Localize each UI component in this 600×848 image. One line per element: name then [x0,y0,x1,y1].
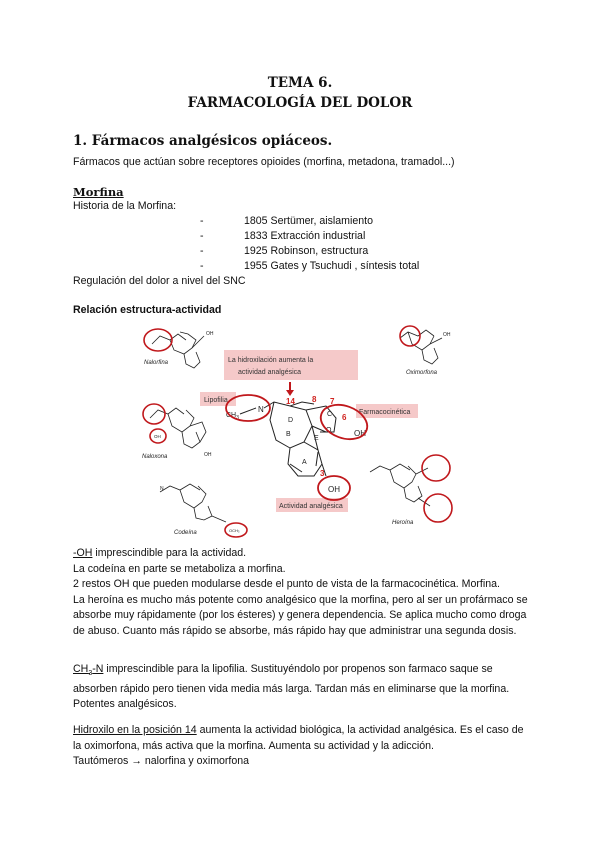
oh-line4: La heroína es mucho más potente como analgésico que la morfina, pero al ser un profármaco se absorbe muy rápidamente (por los ésteres) y genera dependencia. Se aplica mucho como droga de abuso. Cuanto más rápido se absorbe, más rápido hay que administrar una segunda dosis. [73,593,528,637]
oh-paragraph [73,546,533,640]
codeina-och3: OCH₃ [229,528,240,533]
section-intro: Fármacos que actúan sobre receptores opioides (morfina, metadona, tramadol...) [73,156,455,168]
ring-b: B [286,431,291,438]
hydroxy-text: aumenta la actividad biológica, la actividad analgésica. Es el caso de la oximorfona, más activa que la morfina. Aumenta su actividad y la adicción. [73,724,524,752]
ch3n-term: $CH_3-N$ [73,663,104,678]
history-dash: - [200,260,204,272]
naloxona-oh: OH [154,434,161,439]
history-item: 1805 Sertümer, aislamiento [244,215,373,227]
heroina-label: Heroína [392,520,414,526]
oh-line2: La codeína en parte se metaboliza a morfina. [73,562,286,575]
nalorfina-label: Nalorfina [144,360,169,366]
ring-o: O [326,427,332,434]
oximorfona-structure [400,330,442,364]
naloxona-oh-b: OH [204,452,212,458]
hydroxy-term: Hidroxilo en la posición 14 [73,724,197,736]
position-6: 6 [342,413,347,422]
oximorfona-oh: OH [443,332,451,338]
history-item: 1833 Extracción industrial [244,230,366,242]
heroina-structure [370,464,430,506]
heroina-circle-bottom [424,494,452,522]
history-item: 1955 Gates y Tsuchudi , síntesis total [244,260,420,272]
ring-e: E [314,435,319,442]
hydroxy-paragraph [73,723,533,770]
codeina-label: Codeína [174,530,197,536]
ring-c: C [327,411,333,418]
nalorfina-oh: OH [206,331,214,337]
oh-line3: 2 restos OH que pueden modularse desde el punto de vista de la farmacocinética. Morfina. [73,578,500,591]
naloxona-label: Naloxona [142,454,168,460]
history-dash: - [200,245,204,257]
naloxona-structure [150,408,206,448]
oh-position-3: OH [328,485,340,494]
regulation-text: Regulación del dolor a nivel del SNC [73,275,246,287]
codeina-n: N [160,486,164,492]
oh-term: -OH [73,547,93,559]
structure-activity-diagram [130,322,470,536]
history-dash: - [200,230,204,242]
history-item: 1925 Robinson, estructura [244,245,369,257]
doc-title-line1: TEMA 6. [267,75,333,91]
oh-position-6: OH [354,429,366,438]
hydroxylation-callout-l1: La hidroxilación aumenta la [228,357,314,364]
ch3n-paragraph [73,662,533,713]
actividad-label: Actividad analgésica [279,503,343,510]
n-atom: N [258,405,264,414]
ring-a: A [302,459,307,466]
position-3: 3 [320,469,325,478]
ring-d: D [288,417,294,424]
farmacocinetica-label: Farmacocinética [359,409,411,416]
heroina-circle-top [422,455,450,481]
ch3-label: $CH_3$ [226,412,239,421]
lipofilia-label: Lipofilia [204,397,228,404]
history-dash: - [200,215,204,227]
oximorfona-label: Oximorfona [406,370,438,376]
doc-title-line2: FARMACOLOGÍA DEL DOLOR [187,95,413,111]
sar-heading: Relación estructura-actividad [73,304,222,316]
oh-line1: imprescindible para la actividad. [92,547,247,559]
history-label: Historia de la Morfina: [73,200,177,212]
ch3n-text: imprescindible para la lipofilia. Sustituyéndolo por propenos son farmaco saque se absorben rápido pero tienen vida media más larga. Tardan más en eliminarse que la morfina. Potentes analgésicos. [73,663,510,711]
position-8: 8 [312,395,317,404]
codeina-structure [160,484,226,522]
tautomeros-line: Tautómeros → nalorfina y oximorfona [73,755,250,768]
position-7: 7 [330,397,335,406]
nalorfina-circle [144,329,172,351]
morfina-heading: Morfina [73,185,124,199]
hydroxylation-callout-l2: actividad analgésica [238,369,302,376]
hydroxylation-arrow-head [286,390,294,396]
position-14: 14 [286,397,295,406]
section-heading: 1. Fármacos analgésicos opiáceos. [73,133,333,149]
